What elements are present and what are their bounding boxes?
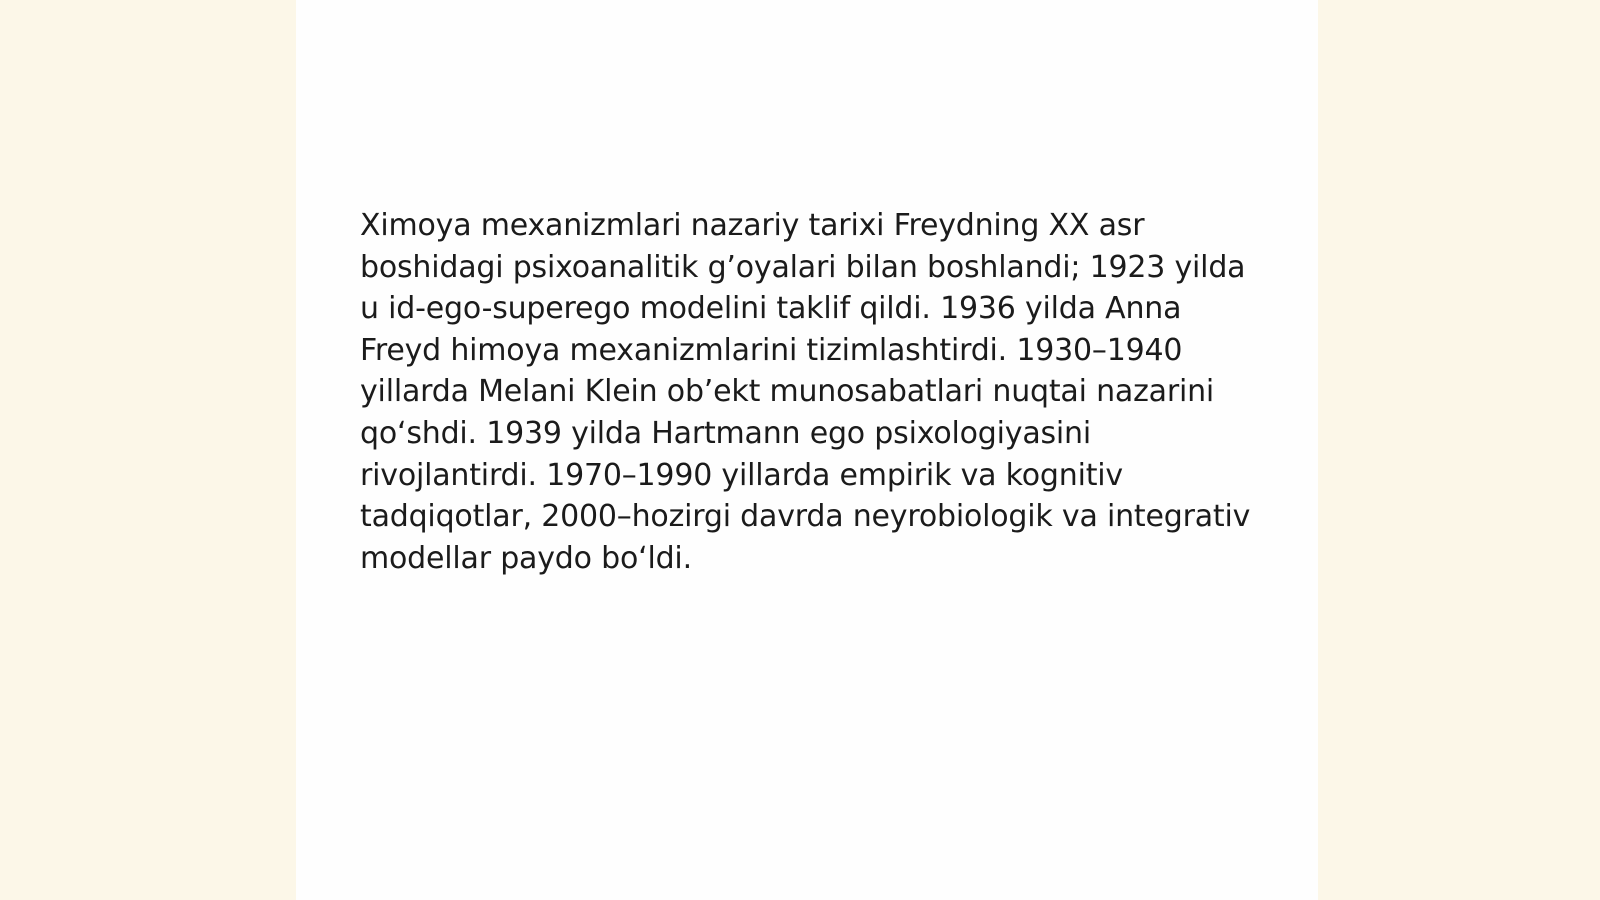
slide-body-text: Ximoya mexanizmlari nazariy tarixi Freydning XX asr boshidagi psixoanalitik g’oyalari bilan boshlandi; 1923 yilda u id-ego-superego modelini taklif qildi. 1936 yilda Anna Freyd himoya mexanizmlarini tizimlashtirdi. 1930–1940 yillarda Melani Klein ob’ekt munosabatlari nuqtai nazarini qo‘shdi. 1939 yilda Hartmann ego psixologiyasini rivojlantirdi. 1970–1990 yillarda empirik va kognitiv tadqiqotlar, 2000–hozirgi davrda neyrobiologik va integrativ modellar paydo bo‘ldi.	[360, 208, 1251, 576]
slide	[296, 0, 1318, 900]
left-margin	[0, 0, 296, 900]
right-margin	[1318, 0, 1600, 900]
